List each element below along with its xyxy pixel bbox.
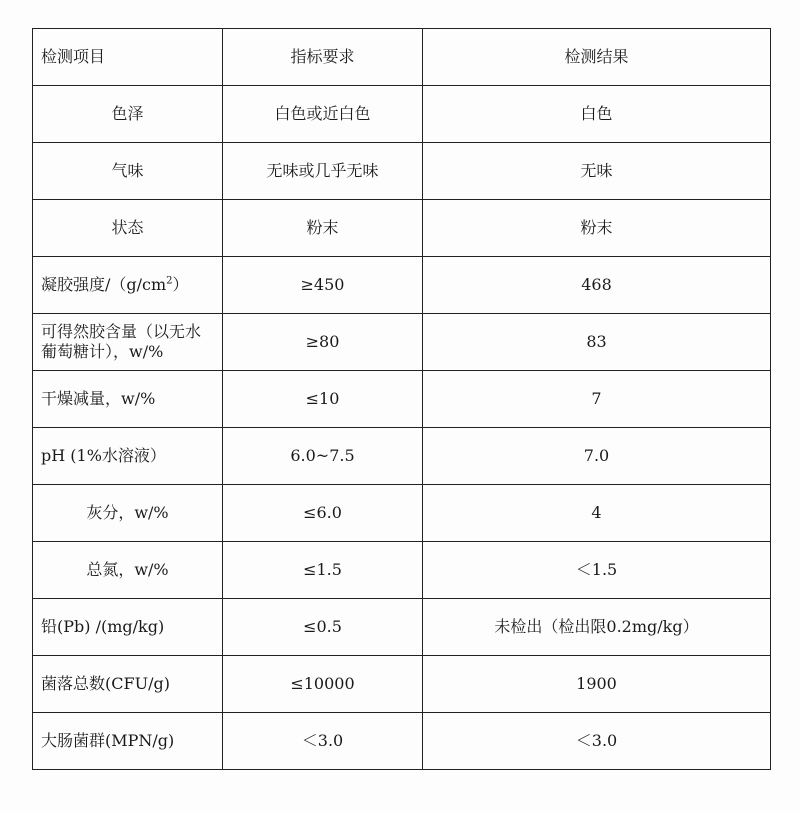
requirement-cell: ＜3.0 (223, 713, 423, 770)
requirement-cell: 6.0~7.5 (223, 428, 423, 485)
table-row (33, 257, 771, 314)
item-cell: 灰分，w/% (33, 485, 223, 542)
table-row (33, 143, 771, 200)
table-row (33, 200, 771, 257)
item-cell: 干燥减量，w/% (33, 371, 223, 428)
table-row (33, 86, 771, 143)
table-row (33, 314, 771, 371)
result-cell: 无味 (423, 143, 771, 200)
result-cell: 4 (423, 485, 771, 542)
result-cell: 1900 (423, 656, 771, 713)
result-cell: 粉末 (423, 200, 771, 257)
requirement-cell: ≤0.5 (223, 599, 423, 656)
requirement-cell: ≥450 (223, 257, 423, 314)
item-cell: 菌落总数(CFU/g) (33, 656, 223, 713)
item-cell: 总氮，w/% (33, 542, 223, 599)
item-cell: 可得然胶含量（以无水葡萄糖计），w/% (33, 314, 223, 371)
result-cell: 468 (423, 257, 771, 314)
header-requirement: 指标要求 (223, 29, 423, 86)
requirement-cell: ≤10000 (223, 656, 423, 713)
item-text-tail: ） (172, 275, 189, 294)
requirement-cell: ≤10 (223, 371, 423, 428)
table-row (33, 485, 771, 542)
result-cell: 白色 (423, 86, 771, 143)
result-cell: ＜1.5 (423, 542, 771, 599)
table-header-row (33, 29, 771, 86)
item-cell: 大肠菌群(MPN/g) (33, 713, 223, 770)
item-cell: 铅(Pb) /(mg/kg) (33, 599, 223, 656)
result-cell: 7.0 (423, 428, 771, 485)
table-row (33, 713, 771, 770)
result-cell: 未检出（检出限0.2mg/kg） (423, 599, 771, 656)
table-row (33, 371, 771, 428)
requirement-cell: ≤1.5 (223, 542, 423, 599)
requirement-cell: ≤6.0 (223, 485, 423, 542)
header-item: 检测项目 (33, 29, 223, 86)
superscript: 2 (166, 275, 173, 287)
result-cell: 83 (423, 314, 771, 371)
requirement-cell: 粉末 (223, 200, 423, 257)
table-row (33, 542, 771, 599)
item-cell: 气味 (33, 143, 223, 200)
item-cell: 状态 (33, 200, 223, 257)
result-cell: ＜3.0 (423, 713, 771, 770)
table-row (33, 599, 771, 656)
table-row (33, 656, 771, 713)
result-cell: 7 (423, 371, 771, 428)
requirement-cell: 无味或几乎无味 (223, 143, 423, 200)
requirement-cell: ≥80 (223, 314, 423, 371)
item-cell: pH (1%水溶液） (33, 428, 223, 485)
requirement-cell: 白色或近白色 (223, 86, 423, 143)
item-cell: 色泽 (33, 86, 223, 143)
table-row (33, 428, 771, 485)
item-text: 凝胶强度/（g/cm (41, 275, 167, 294)
item-cell (33, 257, 223, 314)
inspection-table (32, 28, 771, 770)
header-result: 检测结果 (423, 29, 771, 86)
